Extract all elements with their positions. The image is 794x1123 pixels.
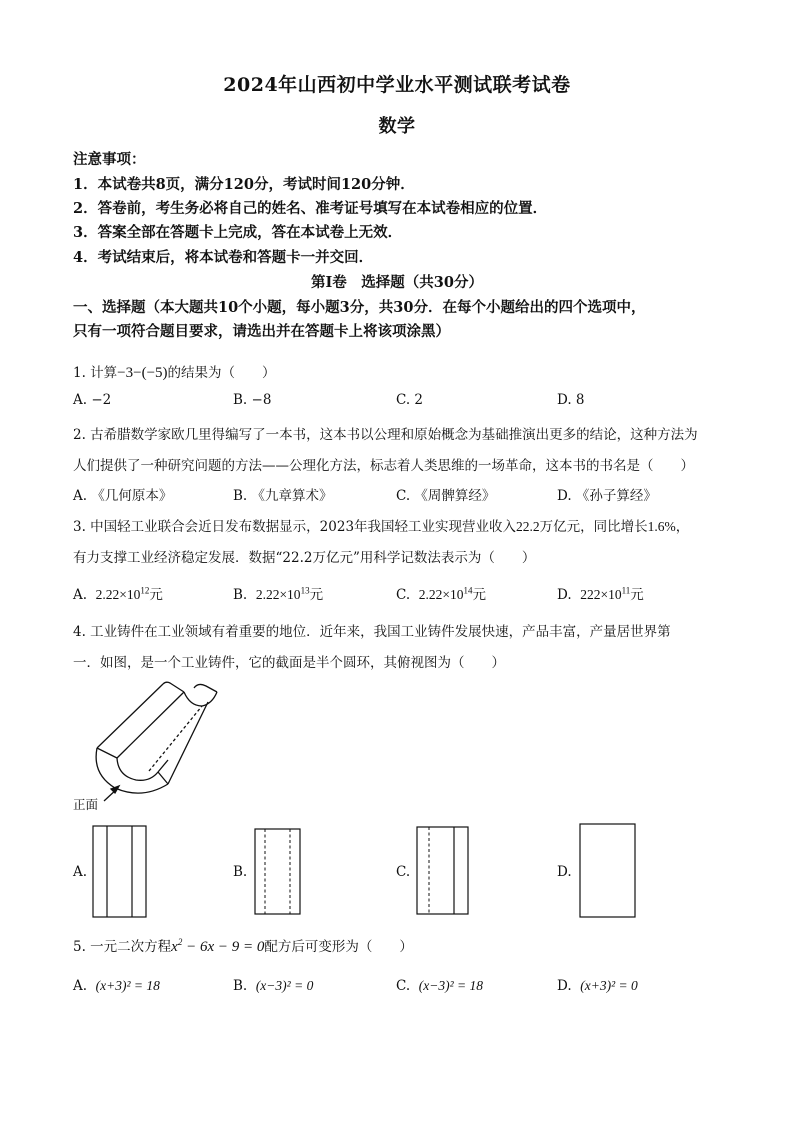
q3-option-c-unit: 元 — [472, 587, 486, 603]
q3-option-c-base: 2.22×10 — [418, 587, 464, 602]
q4-line-2: 一．如图，是一个工业铸件，它的截面是半个圆环，其俯视图为（ ） — [73, 655, 505, 671]
q1-option-b: B. −8 — [233, 392, 272, 408]
q3-option-a-base: 2.22×10 — [95, 587, 141, 602]
q2-line-2: 人们提供了一种研究问题的方法——公理化方法，标志着人类思维的一场革命，这本书的书名是（ ） — [73, 458, 694, 474]
q3-option-b-unit: 元 — [309, 587, 324, 603]
q2-option-b: B. 《九章算术》 — [233, 488, 333, 504]
q3-option-d-label: D. — [557, 587, 572, 603]
q3-option-a-label: A. — [73, 587, 88, 603]
q5-option-a-expr: (x+3)² = 18 — [95, 978, 160, 993]
q3-option-c-exp: 14 — [463, 585, 473, 596]
q3-option-c-label: C. — [396, 587, 411, 603]
q5-post: 配方后可变形为（ ） — [264, 939, 413, 955]
q5-pre: 5. 一元二次方程 — [73, 939, 172, 955]
q1-pre: 1. 计算 — [73, 365, 118, 381]
part1-instruction-2: 只有一项符合题目要求，请选出并在答题卡上将该项涂黑） — [73, 323, 450, 340]
question-1 — [73, 361, 276, 382]
notice-item-2: 2．答卷前，考生务必将自己的姓名、准考证号填写在本试卷相应的位置． — [73, 200, 548, 217]
q5-equation: $x^2 - 6x - 9 = 0$ — [171, 937, 265, 955]
q5-option-c — [396, 978, 483, 994]
q3-value-growth: 1.6% — [647, 519, 676, 534]
q1-option-d: D. 8 — [557, 392, 585, 408]
notice-item-4: 4．考试结束后，将本试卷和答题卡一并交回． — [73, 249, 374, 266]
q3-line-1 — [73, 515, 689, 535]
q3-option-d-unit: 元 — [630, 587, 644, 603]
q3-option-b-label: B. — [233, 587, 248, 603]
q5-option-a — [73, 978, 160, 994]
q5-option-c-expr: (x−3)² = 18 — [418, 978, 483, 993]
notice-item-3: 3．答案全部在答题卡上完成，答在本试卷上无效． — [73, 224, 403, 241]
q3-option-c — [396, 583, 486, 603]
q3-option-a-exp: 12 — [140, 585, 150, 596]
q3-line1-e: ， — [675, 519, 690, 535]
q3-option-d — [557, 583, 644, 603]
notice-item-1: 1．本试卷共8页，满分120分，考试时间120分钟． — [73, 176, 415, 193]
q4-option-a-label: A. — [73, 864, 88, 880]
q5-option-d-label: D. — [557, 978, 572, 994]
q3-line-2: 有力支撑工业经济稳定发展．数据“22.2万亿元”用科学记数法表示为（ ） — [73, 550, 536, 566]
q3-option-d-base: 222×10 — [580, 587, 622, 602]
q2-line-1: 2. 古希腊数学家欧几里得编写了一本书，这本书以公理和原始概念为基础推演出更多的结论，这种方法为 — [73, 427, 698, 443]
q4-option-d-figure — [579, 823, 637, 919]
q1-expression: −3−(−5) — [117, 365, 168, 381]
q3-option-a-unit: 元 — [149, 587, 163, 603]
q4-option-b-label: B. — [233, 864, 248, 880]
question-5 — [73, 935, 413, 956]
q2-option-c: C. 《周髀算经》 — [396, 488, 496, 504]
part1-title: 第Ⅰ卷 选择题（共30分） — [311, 274, 483, 291]
q4-option-b-figure — [254, 828, 302, 916]
q5-option-b-expr: (x−3)² = 0 — [255, 978, 314, 993]
q3-option-a — [73, 583, 163, 603]
q3-line1-a: 3. 中国轻工业联合会近日发布数据显示，2023年我国轻工业实现营业收入 — [73, 519, 517, 535]
q4-option-c-label: C. — [396, 864, 411, 880]
subject-title: 数学 — [378, 116, 416, 137]
q5-option-a-label: A. — [73, 978, 88, 994]
q3-option-d-exp: 11 — [621, 585, 631, 596]
part1-instruction-1: 一、选择题（本大题共10个小题，每小题3分，共30分．在每个小题给出的四个选项中， — [73, 299, 646, 316]
q1-post: 的结果为（ ） — [167, 365, 276, 381]
q1-option-c: C. 2 — [396, 392, 424, 408]
q4-option-a-figure — [92, 825, 148, 919]
q2-option-d: D. 《孙子算经》 — [557, 488, 657, 504]
q3-value-revenue: 22.2 — [516, 519, 540, 534]
q4-line-1: 4. 工业铸件在工业领域有着重要的地位．近年来，我国工业铸件发展快速，产品丰富，产量居世界第 — [73, 624, 671, 640]
q5-option-b-label: B. — [233, 978, 248, 994]
q4-option-c-figure — [416, 826, 470, 916]
q3-line1-c: 万亿元，同比增长 — [539, 519, 648, 535]
q3-option-b-exp: 13 — [300, 585, 310, 596]
q5-option-c-label: C. — [396, 978, 411, 994]
q2-option-a: A. 《几何原本》 — [73, 488, 173, 504]
q4-option-d-label: D. — [557, 864, 572, 880]
q1-option-a: A. −2 — [73, 392, 112, 408]
notice-heading: 注意事项： — [73, 151, 146, 168]
q3-option-b-base: 2.22×10 — [255, 587, 301, 602]
q5-option-d-expr: (x+3)² = 0 — [580, 978, 638, 993]
q3-option-b — [233, 583, 323, 603]
exam-title: 2024年山西初中学业水平测试联考试卷 — [223, 74, 571, 96]
q5-option-d — [557, 978, 638, 994]
q4-front-label: 正面 — [73, 797, 99, 812]
q5-option-b — [233, 978, 313, 994]
